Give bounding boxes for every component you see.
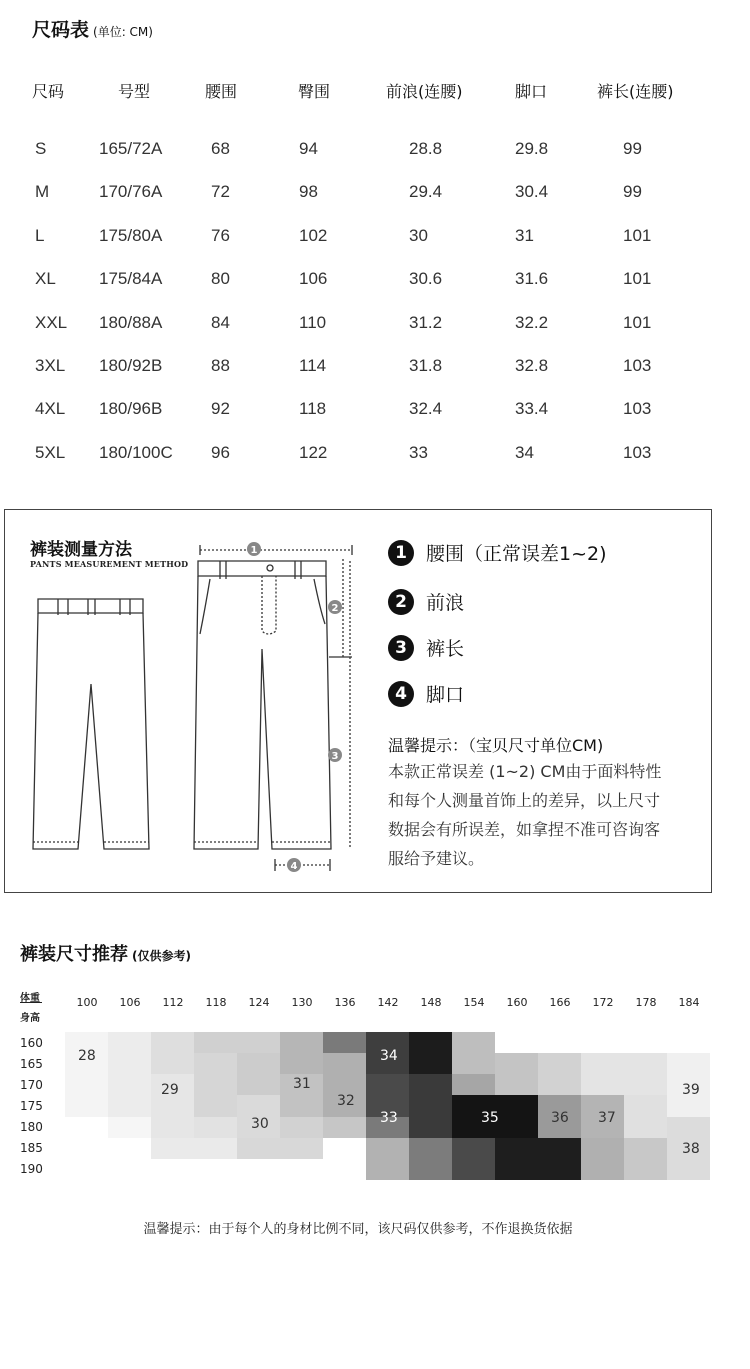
size-table-title [32,15,153,42]
size-block-label: 28 [78,1048,96,1064]
table-cell: 29.4 [409,182,443,202]
measurement-subtitle: PANTS MEASUREMENT METHOD [30,559,189,569]
table-cell: XL [35,269,56,289]
table-cell: 99 [623,182,642,202]
table-cell: 88 [211,356,230,375]
size-block-label: 37 [598,1110,616,1126]
height-tick: 190 [20,1162,43,1176]
table-cell: 180/88A [99,312,163,332]
table-cell: 31.8 [409,356,443,375]
weight-tick: 118 [205,996,227,1009]
pants-diagram [0,509,380,893]
table-cell: 30 [409,225,428,245]
size-block-label: 31 [293,1076,311,1092]
table-cell: 4XL [35,399,66,419]
size-block [108,1117,151,1138]
size-block [194,1032,280,1053]
table-cell: 165/72A [99,139,163,158]
number-1-icon: 1 [388,540,414,566]
table-cell: 29.8 [515,139,549,158]
size-block [581,1138,624,1180]
table-cell: S [35,139,47,158]
table-cell: 31.6 [515,269,549,289]
table-cell: 94 [299,139,318,158]
size-table-title-text: 尺码表 [32,19,90,41]
diagram-marker-3: 3 [331,751,339,762]
size-block [151,1032,194,1074]
size-block [452,1032,495,1074]
size-block [366,1138,409,1180]
table-cell: XXL [35,312,68,332]
size-table-header-cell: 前浪(连腰) [386,82,463,101]
weight-tick: 124 [248,996,270,1009]
size-block [538,1053,581,1095]
size-block-label: 30 [251,1116,269,1132]
table-cell: 76 [211,225,230,245]
weight-tick: 178 [635,996,657,1009]
measure-item-rise [388,588,464,615]
measure-item-label: 脚口 [426,684,465,706]
table-cell: 32.8 [515,356,549,375]
size-table-header-cell: 臀围 [298,82,331,101]
size-block [495,1138,581,1180]
size-block [409,1138,452,1180]
size-table-header-cell: 腰围 [205,82,238,101]
weight-tick: 112 [162,996,184,1009]
size-block [237,1138,323,1159]
table-cell: 180/96B [99,399,163,419]
size-block [108,1032,151,1117]
recommendation-note: (仅供参考) [132,949,191,963]
size-block-label: 39 [682,1082,700,1098]
table-cell: 101 [623,269,652,289]
measurement-tip-line: 本款正常误差 (1~2) CM由于面料特性 [388,762,662,781]
height-tick: 180 [20,1120,43,1134]
table-cell: 114 [299,356,327,375]
height-tick: 170 [20,1078,43,1092]
table-cell: 122 [299,442,328,462]
measure-item-label: 裤长 [426,638,465,660]
measurement-tip-title: 温馨提示：（宝贝尺寸单位CM) [388,736,604,755]
table-cell: 99 [623,139,642,158]
measure-item-label: 腰围（正常误差1~2) [426,543,607,565]
table-cell: 180/92B [99,356,163,375]
table-cell: 72 [211,182,230,202]
table-cell: 34 [515,442,534,462]
table-cell: 98 [299,182,318,202]
size-table-header-cell: 裤长(连腰) [597,82,674,101]
number-3-icon: 3 [388,635,414,661]
measurement-tip-line: 服给予建议。 [388,849,485,868]
measure-item-length [388,634,464,661]
size-block [624,1138,667,1180]
number-2-icon: 2 [388,589,414,615]
table-cell: 31 [515,225,534,245]
height-tick: 185 [20,1141,43,1155]
size-block [452,1138,495,1180]
table-cell: 92 [211,399,230,419]
size-block [409,1074,452,1137]
table-cell: M [35,182,50,202]
table-cell: 110 [299,312,327,332]
size-block [65,1032,108,1117]
size-block-label: 36 [551,1110,569,1126]
recommendation-footnote: 温馨提示：由于每个人的身材比例不同，该尺码仅供参考，不作退换货依据 [143,1222,573,1237]
size-block [581,1053,667,1095]
measurement-tip-line: 数据会有所误差，如拿捏不准可咨询客 [388,820,661,839]
table-cell: 30.4 [515,182,549,202]
weight-tick: 172 [592,996,614,1009]
weight-tick: 166 [549,996,571,1009]
measurement-title: 裤装测量方法 [30,540,132,560]
size-block-label: 34 [380,1048,398,1064]
table-cell: 3XL [35,356,66,375]
size-table-header-cell: 尺码 [32,82,65,101]
table-cell: 106 [299,269,328,289]
weight-tick: 130 [291,996,313,1009]
size-table-unit: (单位: CM) [93,25,153,39]
table-cell: 175/80A [99,225,163,245]
table-cell: 30.6 [409,269,443,289]
table-cell: 175/84A [99,269,163,289]
size-block [194,1117,237,1138]
weight-tick: 142 [377,996,399,1009]
size-block [323,1032,366,1053]
table-cell: 80 [211,269,230,289]
weight-tick: 184 [678,996,700,1009]
table-cell: 32.2 [515,312,549,332]
table-cell: 103 [623,442,652,462]
size-block [323,1117,366,1138]
recommendation-title [20,940,191,966]
number-4-icon: 4 [388,681,414,707]
table-cell: 96 [211,442,230,462]
table-cell: 5XL [35,442,66,462]
weight-axis-label: 体重 [20,993,40,1004]
table-cell: 101 [623,312,652,332]
table-cell: 68 [211,139,230,158]
measure-item-label: 前浪 [426,592,465,614]
size-block-label: 35 [481,1110,499,1126]
measure-item-hem [388,680,464,707]
table-cell: 103 [623,399,652,419]
measurement-tip-line: 和每个人测量首饰上的差异，以上尺寸 [388,791,661,810]
size-block [151,1138,237,1159]
size-block [409,1032,452,1074]
table-cell: 102 [299,225,328,245]
weight-tick: 154 [463,996,485,1009]
size-block-label: 38 [682,1141,700,1157]
table-cell: 32.4 [409,399,443,419]
height-tick: 165 [20,1057,43,1071]
size-table-header-cell: 号型 [118,82,151,101]
height-axis-label: 身高 [20,1013,40,1024]
size-block [452,1074,495,1095]
diagram-marker-1: 1 [250,545,258,556]
size-block [237,1053,280,1095]
size-block-label: 29 [161,1082,179,1098]
table-cell: 170/76A [99,182,163,202]
diagram-marker-4: 4 [290,861,298,872]
size-block [194,1053,237,1116]
height-tick: 175 [20,1099,43,1113]
table-cell: 103 [623,356,652,375]
weight-tick: 148 [420,996,442,1009]
recommendation-title-text: 裤装尺寸推荐 [20,944,128,965]
weight-tick: 160 [506,996,528,1009]
measure-item-waist [388,539,607,566]
table-cell: L [35,225,45,245]
table-cell: 28.8 [409,139,443,158]
table-cell: 33 [409,442,428,462]
size-block-label: 32 [337,1093,355,1109]
height-tick: 160 [20,1036,43,1050]
weight-tick: 136 [334,996,356,1009]
size-block [495,1053,538,1095]
table-cell: 101 [623,225,652,245]
table-cell: 31.2 [409,312,443,332]
table-cell: 118 [299,399,327,419]
table-cell: 84 [211,312,230,332]
size-block-label: 33 [380,1110,398,1126]
weight-tick: 106 [119,996,141,1009]
weight-tick: 100 [76,996,98,1009]
diagram-marker-2: 2 [331,603,339,614]
size-block [280,1032,323,1074]
size-table-header-cell: 脚口 [515,82,548,101]
size-block [624,1095,667,1137]
table-cell: 33.4 [515,399,549,419]
table-cell: 180/100C [99,442,173,462]
axis-divider [20,1002,42,1003]
